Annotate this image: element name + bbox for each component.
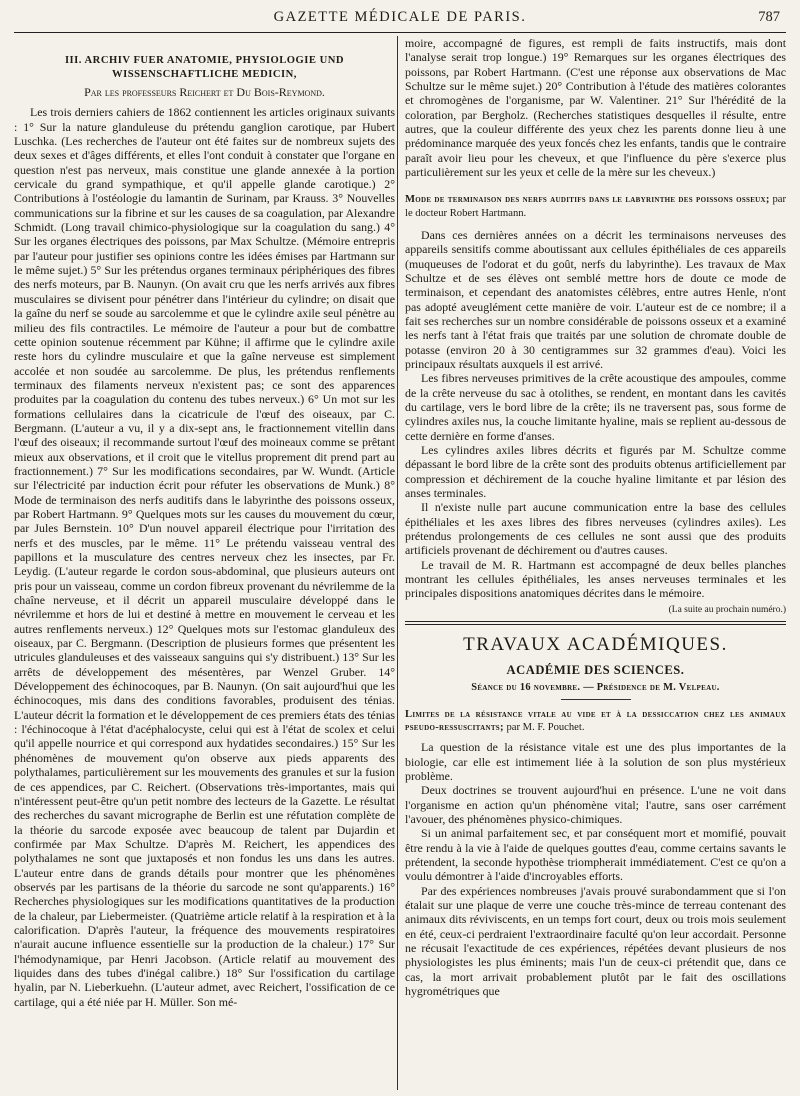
journal-title: GAZETTE MÉDICALE DE PARIS. bbox=[273, 9, 527, 25]
article-paragraph: Les cylindres axiles libres décrits et figurés par M. Schultze comme dépassant le bord libre de la crête sont des produits obtenus artificiellement par compression et déchirement de la couche hyaline limitante et par lésion des anses terminales. bbox=[405, 443, 786, 501]
report-paragraph: Si un animal parfaitement sec, et par conséquent mort et momifié, pouvait être rendu à la vie à l'aide de quelques gouttes d'eau, comme certains savants le prétendent, la seconde hypothèse triompherait immédiatement. C'est ce qu'on a voulu démontrer à l'aide d'incroyables efforts. bbox=[405, 826, 786, 884]
right-column bbox=[405, 36, 786, 1090]
short-rule bbox=[561, 699, 631, 700]
section-rule bbox=[405, 621, 786, 625]
report-paragraph: La question de la résistance vitale est une des plus importantes de la biologie, car elle est intimement liée à la solution de son plus mystérieux problème. bbox=[405, 740, 786, 783]
report-author: par M. F. Pouchet. bbox=[506, 722, 585, 734]
report-title: Limites de la résistance vitale au vide et à la dessiccation chez les animaux pseudo-ressuscitants; bbox=[405, 708, 786, 734]
page-number: 787 bbox=[758, 9, 780, 25]
article-paragraph: Dans ces dernières années on a décrit les terminaisons nerveuses des appareils sensitifs comme aboutissant aux cellules épithéliales de ces appareils (muqueuses de l'odorat et du goût, nerfs du labyrinthe). Les travaux de Max Schultze et de ses élèves ont semblé mettre hors de doute ce mode de terminaison, et cependant des anatomistes célèbres, entre autres Henle, n'ont pas adopté aveuglément cette manière de voir. L'auteur est de ce nombre; il a fait ses recherches sur un nombre considérable de poissons osseux et a examiné les nerfs tant à l'état frais que traités par une solution de chromate double de potasse (environ 20 à 30 centigrammes sur 32 grammes d'eau). Voici les principaux résultats auxquels il est arrivé. bbox=[405, 227, 786, 371]
article-title: Mode de terminaison des nerfs auditifs dans le labyrinthe des poissons osseux; bbox=[405, 194, 770, 206]
article-paragraph: Le travail de M. R. Hartmann est accompagné de deux belles planches montrant les cellules épithéliales, les anses nerveuses terminales et les principales dispositions anatomiques décrites dans le mémoire. bbox=[405, 557, 786, 601]
article-paragraph: Il n'existe nulle part aucune communication entre la base des cellules épithéliales et les axes libres des fibres nerveuses (cylindres axiles). Les prétendus prolongements de ces cellules ne sont aussi que des produits artificiels provenant de déchirement ou d'autres causes. bbox=[405, 500, 786, 558]
report-paragraph: Par des expériences nombreuses j'avais prouvé surabondamment que si l'on étalait sur une plaque de verre une couche très-mince de terreau contenant des animaux dits réviviscents, en un temps fort court, deux ou trois mois seulement en été, ceux-ci perdraient l'extraordinaire faculté qu'on leur accordait. Personne ne récusait l'exactitude de ces expériences, répétées devant plusieurs de nos physiologistes les plus éminents; mais l'un de ceux-ci prétendit que, dans ce cas, la mort arrivait probablement plutôt par le fait des oscillations hygrométriques que bbox=[405, 883, 786, 999]
academy-heading: ACADÉMIE DES SCIENCES. bbox=[506, 663, 685, 678]
archiv-paragraph: Les trois derniers cahiers de 1862 contiennent les articles originaux suivants : 1° Sur la nature glanduleuse du prétendu ganglion carotique, par Hubert Luschka. (Les recherches de l'auteur ont été faites sur de nombreux sujets des deux sexes et d'âges différents, et elles l'ont conduit à constater que l'organe en question n'est pas nerveux, mais constitue une glande annexée à la portion cervicale du grand sympathique, et qu'il appelle glande carotique.) 2° Contributions à l'ostéologie du lamantin de Surinam, par Krauss. 3° Nouvelles communications sur la fibrine et sur les causes de sa coagulation, par Alexandre Schmidt. (Long travail chimico-physiologique sur la coagulation du sang.) 4° Sur les organes électriques des poissons, par Max Schultze. (Mémoire entrepris par l'auteur pour justifier ses opinions contre les idées émises par Hartmann sur le même sujet.) 5° Sur les prétendus organes terminaux périphériques des fibres des nerfs moteurs, par B. Naunyn. (On avait cru que les nerfs arrivés aux fibres musculaires se divisent pour pénétrer dans l'intérieur du cylindre; on disait que la gaîne du nerf se soude au sarcolemme et que le cylindre axile seul pénètre au milieu des fils contractiles. Le mémoire de l'auteur a pour but de combattre cette opinion soutenue récemment par Kühne; il affirme que le cylindre axile reste hors du cylindre musculaire et que la gaîne nerveuse est simplement accolée et non soudée au sarcolemme. De plus, les prétendus renflements terminaux des filaments nerveux n'existent pas; ce sont des apparences produites par la coagulation du contenu des tubes nerveux.) 6° Un mot sur les formations cellulaires dans la cicatricule de l'œuf des oiseaux, par C. Bergmann. (L'auteur a vu, il y a dix-sept ans, le fractionnement vitellin dans l'œuf des oiseaux; il recommande surtout l'œuf des moineaux comme se prêtant mieux aux observations, et il croit que le vitellus proprement dit prend part au fractionnement.) 7° Sur les modifications secondaires, par W. Wundt. (Article sur l'électricité par induction écrit pour réfuter les observations de Munk.) 8° Mode de terminaison des nerfs auditifs dans le labyrinthe des poissons osseux, par Robert Hartmann. 9° Quelques mots sur les causes du mouvement du cœur, par Jules Bernstein. 10° D'un nouvel appareil électrique pour l'irritation des nerfs et des muscles, par le même. 11° Le prétendu vaisseau ventral des papillons et la musculature des centres nerveux chez les insectes, par Fr. Leydig. (L'auteur regarde le cordon sous-abdominal, que plusieurs auteurs ont pris pour un vaisseau, comme un cordon fibreux provenant du névrilemme de la chaîne nerveuse, et il décrit un appareil musculaire développé dans le névrilemme et hors de lui et destiné à mettre en mouvement le cerveau et les autres renflements nerveux.) 12° Quelques mots sur l'estomac glanduleux des oiseaux, par C. Bergmann. (Description de plusieurs formes que présentent les utricules glanduleuses et des vaisseaux sanguins qui s'y distribuent.) 13° Sur les arrêts de développement des mésentères, par Wenzel Gruber. 14° Développement des échinocoques, par B. Naunyn. (On sait aujourd'hui que les échinocoques, mis dans des conditions favorables, produisent des ténias. L'auteur décrit la formation et le développement de ces premiers états des ténias : l'échinocoque à l'état d'acéphalocyste, celui qui est à l'état de scolex et celui qu'il appelle nourrice et qui correspond aux hydatides secondaires.) 15° Sur les phénomènes de mouvement qu'on observe aux pieds apparents des polythalames, particulièrement sur les mouvements des granules et sur la fusion de ces appendices, par C. Reichert. (Observations très-importantes, mais qui n'intéressent peut-être qu'un petit nombre des lecteurs de la Gazette. Le résultat des recherches du savant micrographe de Berlin est une réfutation complète de la théorie du sarcode exposée avec beaucoup de talent par Dujardin et confirmée par Max Schultze. D'après M. Reichert, les appendices des polythalames ne sont que juxtaposés et non fondus les uns dans les autres. L'auteur entre dans de grands détails pour montrer que les phénomènes observés par les partisans de la théorie du sarcode ne sont qu'apparents.) 16° Recherches physiologiques sur les modifications quantitatives de la production de la chaleur, par Liebermeister. (Quatrième article relatif à la respiration et à la calorification. D'après l'auteur, la fréquence des mouvements respiratoires n'aurait aucune influence essentielle sur la production de la chaleur.) 17° Sur l'hémodynamique, par Henri Jacobson. (Article relatif au mouvement des liquides dans des tubes d'inégal calibre.) 18° Sur l'ossification du cartilage hyalin, par N. Lieberkuehn. (L'auteur admet, avec Reichert, l'ossification de ce cartilage, qui a été niée par H. Müller. Son mé- bbox=[14, 105, 395, 1009]
article-author: par le docteur Robert Hartmann. bbox=[405, 194, 786, 219]
section-byline: Par les professeurs Reichert et Du Bois-Reymond. bbox=[84, 85, 325, 99]
left-column bbox=[14, 36, 395, 1090]
report-paragraph: Deux doctrines se trouvent aujourd'hui en présence. L'une ne voit dans l'organisme en action qu'un phénomène vital; l'autre, sans oser carrément l'avouer, des phénomènes physico-chimiques. bbox=[405, 783, 786, 826]
section-title: III. ARCHIV FUER ANATOMIE, PHYSIOLOGIE UND WISSENSCHAFTLICHE MEDICIN, bbox=[64, 55, 345, 80]
continued-note: (La suite au prochain numéro.) bbox=[668, 604, 786, 615]
column-divider bbox=[397, 36, 398, 1090]
continued-paragraph: moire, accompagné de figures, est rempli de faits instructifs, mais dont l'analyse serait trop longue.) 19° Remarques sur les organes électriques des poissons, par Robert Hartmann. (C'est une réponse aux observations de Mac Schultze sur le même sujet.) 20° Contribution à l'étude des matières colorantes et chromogènes de l'organisme, par W. Valentiner. 21° Sur l'hérédité de la coloration, par Bergholz. (Recherches statistiques desquelles il résulte, entre autres, que la couleur différente des yeux chez les parents donne lieu à une prédominance marquée des yeux foncés chez les enfants, tandis que le contraire paraît avoir lieu pour les cheveux, et que l'influence du père s'exerce plus particulièrement sur les yeux et celle de la mère sur les cheveux.) bbox=[405, 36, 786, 180]
session-line: Séance du 16 novembre. — Présidence de M. Velpeau. bbox=[471, 682, 720, 694]
article-heading bbox=[405, 193, 786, 219]
running-head bbox=[14, 6, 786, 33]
article-paragraph: Les fibres nerveuses primitives de la crête acoustique des ampoules, comme de la crête nerveuse du sac à otolithes, se rendent, en montant dans les cavités du cartilage, vers le bord libre de la crête; ils ne traversent pas, sous forme de cylindres axiles nus, la couche limitante hyaline, mais se replient au-dessous de cette dernière en forme d'anses. bbox=[405, 371, 786, 443]
report-heading bbox=[405, 708, 786, 734]
section-heading: TRAVAUX ACADÉMIQUES. bbox=[463, 634, 728, 656]
